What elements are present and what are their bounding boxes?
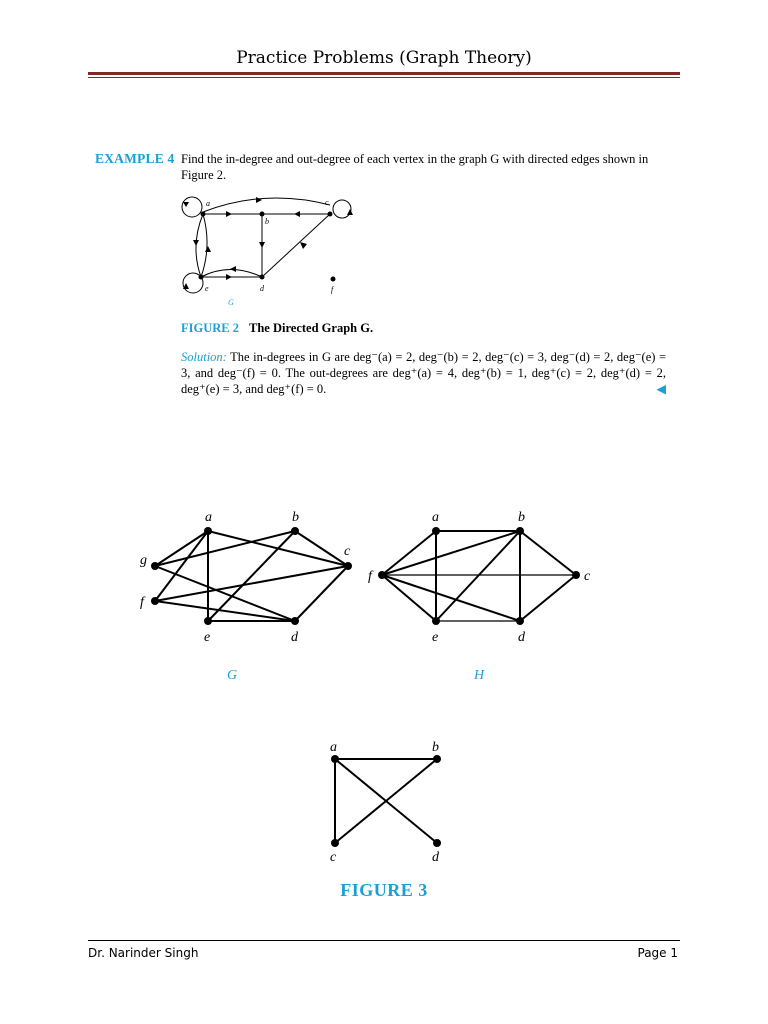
footer-page-number: Page 1	[637, 946, 678, 960]
g-label-g: g	[140, 553, 147, 568]
vertex-label-b: b	[265, 217, 269, 226]
f3-vertex-d	[433, 839, 441, 847]
figure2-caption-text: The Directed Graph G.	[249, 321, 374, 335]
f3-vertex-a	[331, 755, 339, 763]
figure2-label: FIGURE 2	[181, 321, 239, 335]
g-label-e: e	[204, 630, 211, 645]
figure2-graph-label: G	[228, 298, 234, 307]
h-label-d: d	[518, 630, 525, 645]
f3-label-b: b	[432, 740, 439, 755]
h-label-f: f	[368, 569, 372, 584]
g-label-b: b	[292, 510, 299, 525]
vertex-label-c: c	[325, 198, 329, 207]
page-title: Practice Problems (Graph Theory)	[236, 48, 532, 68]
vertex-label-f: f	[331, 285, 334, 294]
h-label-e: e	[432, 630, 439, 645]
end-of-solution-icon: ◀	[656, 382, 666, 396]
g-label-a: a	[205, 510, 212, 525]
h-label-b: b	[518, 510, 525, 525]
figure3-caption: FIGURE 3	[340, 880, 428, 900]
f3-label-a: a	[330, 740, 337, 755]
f3-label-d: d	[432, 850, 439, 865]
g-label-f: f	[140, 595, 144, 610]
footer-author: Dr. Narinder Singh	[88, 946, 199, 960]
f3-vertex-c	[331, 839, 339, 847]
graph-h-label: H	[474, 668, 485, 683]
example-label: EXAMPLE 4	[95, 151, 175, 166]
solution-text: The in-degrees in G are deg⁻(a) = 2, deg⁻(b) = 2, deg⁻(c) = 3, deg⁻(d) = 2, deg⁻(e) = 3, and deg⁻(f) = 0. The out-degrees are deg⁺(a) = 4, deg⁺(b) = 1, deg⁺(c) = 2, deg⁺(d) = 2, deg⁺(e) = 3, and deg⁺(f) = 0.	[181, 350, 666, 396]
example-text: Find the in-degree and out-degree of each vertex in the graph G with directed edges shown in Figure 2.	[181, 152, 649, 182]
f3-vertex-b	[433, 755, 441, 763]
g-label-c: c	[344, 544, 351, 559]
vertex-label-e: e	[205, 284, 209, 293]
graph-g-label: G	[227, 668, 238, 683]
solution-label: Solution:	[181, 350, 227, 364]
footer-rule	[88, 940, 680, 941]
h-label-c: c	[584, 569, 591, 584]
vertex-label-d: d	[260, 284, 264, 293]
vertex-label-a: a	[206, 199, 210, 208]
g-label-d: d	[291, 630, 298, 645]
h-label-a: a	[432, 510, 439, 525]
f3-label-c: c	[330, 850, 337, 865]
